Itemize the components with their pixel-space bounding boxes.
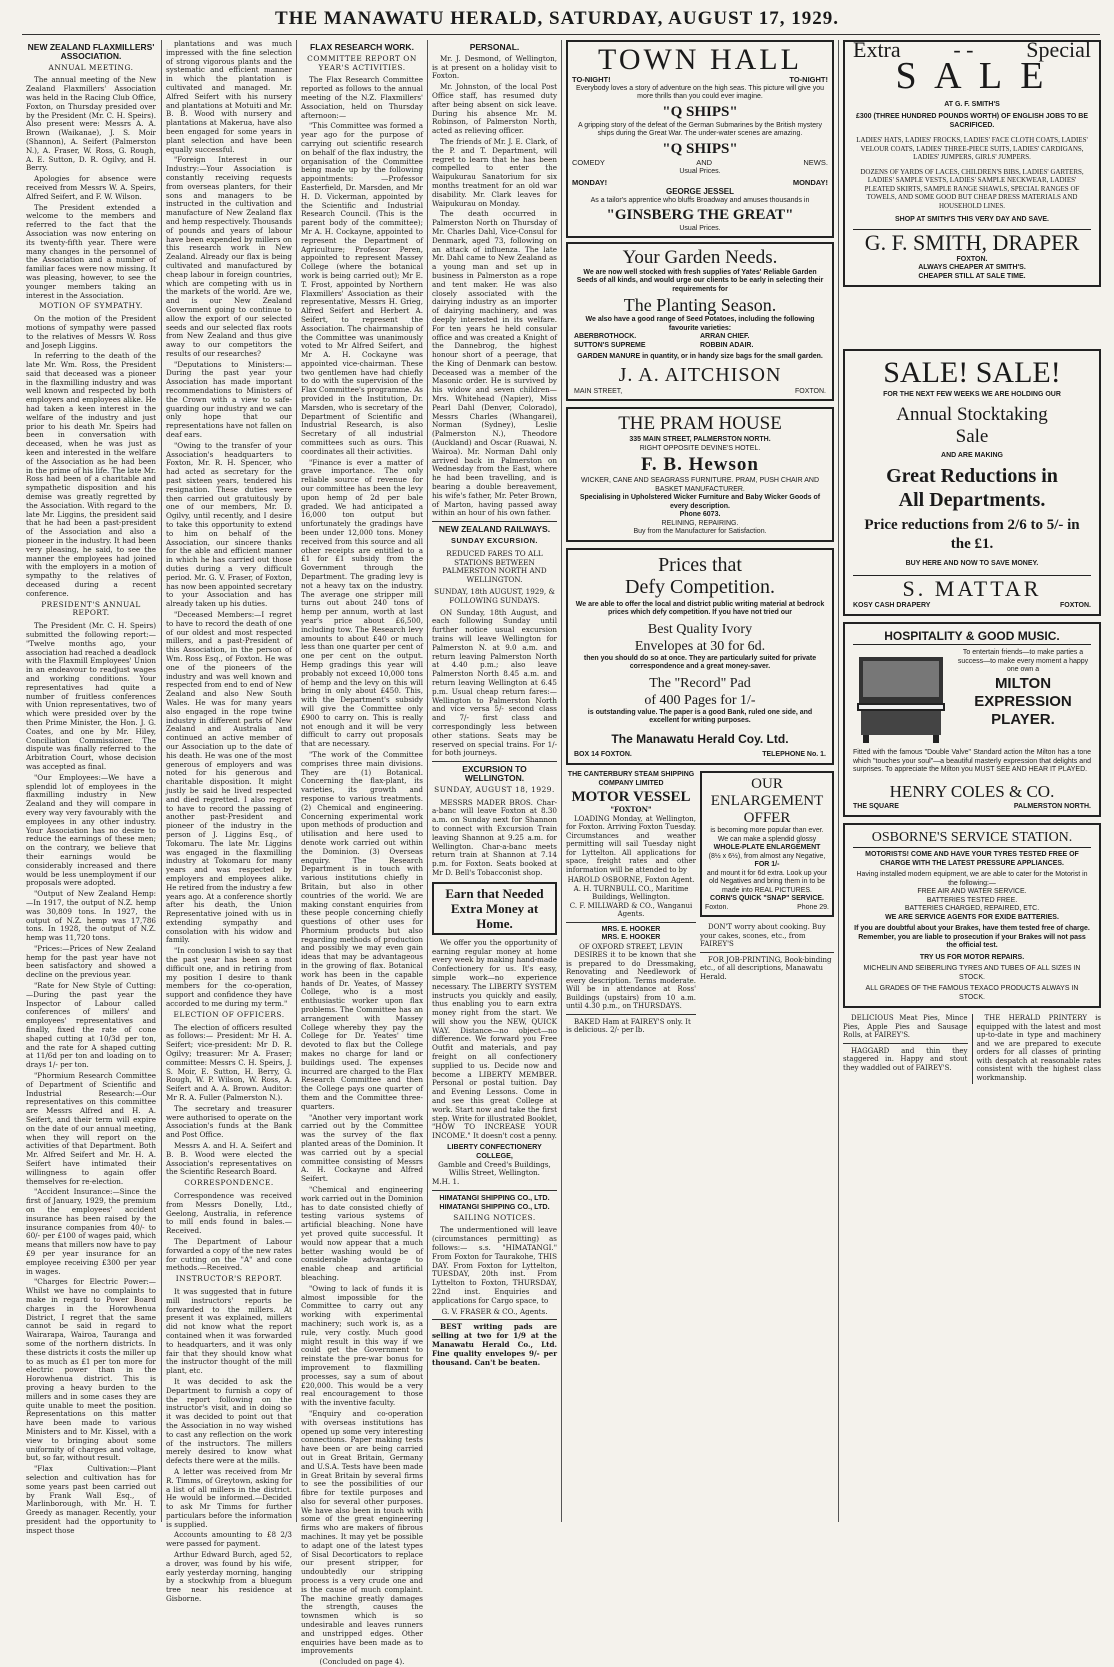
advertiser-name: F. B. Hewson — [641, 454, 759, 476]
film-title: "Q SHIPS" — [662, 103, 738, 120]
ad-headline: OFFER — [743, 810, 791, 827]
ad-text: Foxton. — [705, 903, 729, 911]
ad-text: GEORGE JESSEL — [665, 186, 735, 196]
ad-text: SHOP AT SMITH'S THIS VERY DAY AND SAVE. — [894, 216, 1049, 224]
ads-column-middle — [566, 40, 834, 1520]
ad-text: THE CANTERBURY STEAM SHIPPING COMPANY LIMITED — [567, 771, 695, 787]
ad-headline: Annual Stocktaking — [896, 403, 1048, 425]
pram-house-ad — [566, 407, 834, 542]
article-subtitle: COMMITTEE REPORT ON YEAR'S ACTIVITIES. — [307, 53, 417, 72]
ad-agent: G. V. FRASER & CO., Agents. — [441, 1306, 548, 1316]
ad-agent: HAROLD OSBORNE, Foxton Agent. — [567, 876, 695, 885]
paragraph: "Finance is ever a matter of grave importance. The only reliable source of revenue for our committee has been the levy upon hemp of 2d per bale graded. We had anticipated a 16,000 ton output but unfortunately the gradings have been under 12,000 tons. Money received from this source and all other receipts are entitled to a £1 for £1 subsidy from the Government through the Department. The grading levy is not a heavy tax on the industry. The average one stripper mill turns out about 240 tons of hemp per annum, worth at last year's price about £6,500, including tow. The Research levy amounts to about £40 or much less than one quarter per cent of one per cent on the output. Hemp gradings this year will probably not exceed 10,000 tons of hemp and the levy on this will bring in only about £450. This, with the Department's subsidy will give the Committee only £900 to carry on. This is really not enough and it will be very difficult to carry out proposals that are necessary. — [301, 457, 423, 749]
paragraph: "Foreign Interest in our Industry:—Your Association is constantly receiving requests from overseas planters, for their sons and managers to be instructed in the cultivation and manufacture of New Zealand flax and hemp respectively. Thousands of pounds and years of labour have been expended by millers on this research work in New Zealand. Already our flax is being cultivated and manufactured by cheap labour in foreign countries, which are competing with us in the markets of the world. Are we, and is our New Zealand Government going to continue to allow the export of our selected seeds and our selected flax roots from New Zealand and thus give away to our competitors the results of our researches? — [166, 155, 292, 358]
column-rule — [838, 40, 839, 1522]
vessel-name: "FOXTON" — [610, 805, 652, 815]
paragraph: "Prices:—Prices of New Zealand hemp for the past year have not been satisfactory and showed a decline on the previous year. — [26, 943, 156, 980]
column-rule — [296, 40, 297, 1522]
ad-text: MAIN STREET, — [574, 387, 623, 395]
ad-text: Specialising in Upholstered Wicker Furniture and Baby Wicker Goods of every description. — [579, 494, 821, 510]
ad-text: BOX 14 FOXTON. — [574, 750, 632, 758]
ad-body: LOADING Monday, at Wellington, for Foxton. Arriving Foxton Tuesday. Circumstances and weather permitting will sail Tuesday night for Lyttelton. All applications for space, freight rates and other information will be attended to by — [566, 814, 696, 874]
ad-text: is outstanding value. The paper is a good Bank, ruled one side, and excellent for writing purposes. — [587, 708, 813, 725]
ads-column-right — [843, 37, 1101, 1520]
film-title: "GINSBERG THE GREAT" — [606, 207, 794, 224]
ad-body: BAKED Ham at FAIREY'S only. It is delicious. 2/- per lb. — [566, 1017, 691, 1035]
mattar-sale-ad — [843, 349, 1101, 616]
ad-body: MESSRS MADER BROS. Char-a-banc will leave Foxton at 8.30 a.m. on Sunday next for Shannon to connect with Excursion Train leaving Shannon at 9.25 a.m. for Wellington. Char-a-banc meets return train at Shannon at 7.14 p.m. for Foxton. Seats booked at Mr D. Bell's Tobacconist shop. — [432, 797, 557, 877]
product-name: Best Quality Ivory — [647, 621, 753, 637]
paragraph: "This Committee was formed a year ago for the purpose of carrying out scientific research on behalf of the flax industry, the organisation of the Committee being made up by the following appointments: —Professor Easterfield, Dr. Marsden, and Mr H. D. Vickerman, appointed by the Scientific and Industrial Research Council. (This is the parent body of the committee); Mr A. H. Cockayne, appointed to represent the Department of Agriculture; Professor Peren, appointed to represent Massey College (where the botanical work is being carried out); Mr E. T. Frost, appointed by Northern Flaxmillers' Association as their representative, Messrs H. Grieg, Alfred Seifert and Herbert A. Seifert, to represent the Association. The chairmanship of the Committee was unanimously voted to Mr Alfred Seifert, and Mr A. H. Cockayne was appointed vice-chairman. These two gentlemen have had chiefly to do with the supervision of the Flax Committee's programme. As provided in the Institution, Dr. Marsden, who is secretary of the Department of Scientific and Industrial Research, is also Secretary of all industrial committees such as ours. This coordinates all their activities. — [301, 121, 423, 456]
advertiser-name: LIBERTY CONFECTIONERY COLLEGE, — [447, 1142, 542, 1160]
ad-text: 335 MAIN STREET, PALMERSTON NORTH. — [629, 436, 771, 444]
ad-text: RIGHT OPPOSITE DEVINE'S HOTEL. — [639, 444, 761, 452]
ad-text: FOXTON. — [1060, 601, 1091, 609]
advertiser-name: MRS. E. HOOKER — [601, 934, 661, 942]
ad-agent: C. F. MILLWARD & CO., Wanganui Agents. — [569, 901, 693, 919]
column-2 — [166, 39, 292, 1604]
ad-title: NEW ZEALAND RAILWAYS. — [438, 524, 551, 535]
ad-body: FOR JOB-PRINTING, Book-binding etc., of all descriptions, Manawatu Herald. — [700, 955, 832, 981]
ad-agent: A. H. TURNBULL CO., Maritime Buildings, Wellington. — [573, 884, 689, 902]
ad-text: Usual Prices. — [679, 167, 721, 175]
ad-text: A gripping story of the defeat of the German Submarines by the British mystery ships during the Great War. The under-water scenes are amazing. — [578, 121, 822, 138]
paragraph: A letter was received from Mr R. Timms, of Greytown, asking for a list of all millers in the district. He would be informed.—Decided to ask Mr Timms for further particulars before the information is supplied. — [166, 1466, 292, 1529]
ad-body: DESIRES it to be known that she is prepared to do Dressmaking, Renovating and Needlework of every description. Terms moderate. Will be in attendance at Ross' Buildings (upstairs) from 10 a.m. until 4.30 p.m., on THURSDAYS. — [566, 951, 696, 1011]
ad-text: FOXTON. — [956, 255, 988, 263]
osborne-service-ad — [843, 823, 1101, 1008]
ad-text: TO-NIGHT! — [789, 75, 828, 84]
column-rule — [561, 40, 562, 1522]
ad-title: HIMATANGI SHIPPING CO., LTD. — [439, 1193, 550, 1203]
ad-text: FOR THE NEXT FEW WEEKS WE ARE HOLDING OUR — [883, 391, 1061, 399]
film-title: "Q SHIPS" — [662, 140, 738, 157]
herald-stationery-ad — [566, 548, 834, 766]
paragraph: It was decided to ask the Department to furnish a copy of the report following on the instructor's visit, and in doing so it was decided to point out that the Association in no way wished to cast any reflection on the work of the instructors. The millers merely desired to know what defects there were at the mills. — [166, 1376, 292, 1466]
ad-text: We can make a splendid glossy — [717, 835, 817, 843]
ad-list-item: BATTERIES TESTED FREE. — [926, 896, 1018, 904]
ad-subtitle: SAILING NOTICES. — [453, 1212, 536, 1222]
advertiser-address: OF OXFORD STREET, LEVIN — [579, 942, 683, 951]
ad-text: GARDEN MANURE in quantity, or in handy size bags for the small garden. — [577, 353, 823, 361]
paragraph: "Accident Insurance:—Since the first of January, 1929, the premium on the employees' accident insurance has been raised by the insurance companies from 40/- to 60/- per £100 of wages paid, which means that millers now have to pay £9 per year insurance for an employee receiving £300 per year in wages. — [26, 1187, 156, 1276]
ad-text: FOR 1/- — [754, 861, 780, 869]
article-title: PERSONAL. — [469, 42, 520, 52]
paragraph: The President (Mr. C. H. Speirs) submitted the following report:— "Twelve months ago, your association had reached a deadlock with the Flaxmill Employees' Union in an endeavour to readjust wages and working conditions. Your representatives had quite a number of fruitless conferences with Union representatives, two of which were presided over by the then Prime Minister, the Hon. J. G. Coates, and one by Mr. Hiley, Conciliation Commissioner. The dispute was finally referred to the Arbitration Court, whose decision was accepted as final. — [26, 621, 156, 771]
ad-text: Price reductions from 2/6 to 5/- in the £1. — [864, 517, 1080, 553]
ad-body: DELICIOUS Meat Pies, Mince Pies, Apple Pies and Sausage Rolls, at FAIREY'S. — [843, 1014, 968, 1040]
paragraph: It was suggested that in future mill instructors' reports be forwarded to the millers. At present it was explained, millers did not know what the report contained when it was forwarded to headquarters, and it was only fair that they should know what the instructor thought of the mill plant, etc. — [166, 1286, 292, 1376]
ad-headline: MOTOR VESSEL — [571, 789, 691, 806]
section-heading: MOTION OF SYMPATHY. — [39, 301, 143, 311]
article-subtitle: ANNUAL MEETING. — [48, 62, 134, 72]
paragraph: Mr. Johnston, of the local Post Office staff, has resumed duty after being absent on sick leave. During his absence Mr. M. Robinson, of Palmerston North, acted as relieving officer. — [432, 82, 557, 136]
ad-text: LADIES' HATS, LADIES' FROCKS, LADIES' FACE CLOTH COATS, LADIES' VELOUR COATS, LADIES' THREE-PIECE SUITS, LADIES' CARDIGANS, LADIES' JUMPERS, GIRLS' JUMPERS. — [856, 136, 1088, 162]
ad-text: AT G. F. SMITH'S — [944, 100, 1000, 108]
paragraph: The annual meeting of the New Zealand Flaxmillers' Association was held in the Racing Club Office, Foxton, on Thursday presided over by the President (Mr. C. H. Speirs). Also present were: Messrs A. A. Brown (Waikanae), J. S. Moir (Shannon), A. Seifert (Palmerston N.), A. Fraser, W. Ross, G. Rough, A. E. Sutton, D. R. Ogilvy, and H. Berry. — [26, 75, 156, 173]
ad-text: ALL GRADES OF THE FAMOUS TEXACO PRODUCTS ALWAYS IN STOCK. — [865, 985, 1079, 1001]
ad-headline: Prices that — [658, 553, 742, 576]
ad-text: AND — [696, 157, 713, 167]
paragraph: Messrs A. and H. A. Seifert and B. B. Wood were elected the Association's representatives on the Scientific Research Board. — [166, 1141, 292, 1177]
ad-headline: Defy Competition. — [625, 575, 775, 598]
paragraph: "Rate for New Style of Cutting: —During the past year the Inspector of Labour called conferences of millers' and employees' representatives and finally, fixed the rate of cone shaped cutting at 10/3d per ton, and the rate for A shaped cutting at 11/6d per ton and loading on to drays 1/- per ton. — [26, 981, 156, 1070]
ad-text: WHOLE-PLATE ENLARGEMENT — [713, 844, 821, 852]
paragraph: "Flax Cultivation:—Plant selection and cultivation has for some years past been carried out by Frank Wall Esq., of Marlinborough, with Mr. H. T. Greedy as manager. Recently, your president had the opportunity to inspect those — [26, 1464, 156, 1535]
article-title: FLAX RESEARCH WORK. — [310, 42, 414, 52]
column-3 — [301, 40, 423, 1667]
ad-text: To entertain friends—to make parties a success—to make every moment a happy one own a — [957, 649, 1089, 674]
column-1 — [26, 40, 156, 1535]
section-heading: ELECTION OF OFFICERS. — [173, 1009, 285, 1019]
paragraph: "Our Employees:—We have a splendid lot of employees in the flaxmilling industry in New Zealand and they will compare in every way very favourably with the employees in any other industry. Your Association has no desire to reduce the earnings of these men; on the contrary, we believe that their earnings would be considerably increased and there would be less unemployment if our proposals were adopted. — [26, 772, 156, 888]
ad-text: and mount it for 6d extra. Look up your old Negatives and bring them in to be made into REAL PICTURES. — [706, 869, 828, 894]
paragraph: "In conclusion I wish to say that the past year has been a most difficult one, and in retiring from my position I desire to thank members for the co-operation, support and confidence they have accorded to me during my term." — [166, 946, 292, 1009]
product-name: MILTON — [994, 674, 1052, 692]
ad-headline: TOWN HALL — [598, 43, 802, 76]
ad-text: MONDAY! — [572, 178, 608, 188]
ad-title: HIMATANGI SHIPPING CO., LTD. — [439, 1201, 550, 1211]
ad-text: We also have a good range of Seed Potatoes, including the following favourite varieties: — [585, 316, 815, 332]
ad-text: BUY HERE AND NOW TO SAVE MONEY. — [905, 560, 1039, 568]
ad-text: FOXTON. — [795, 387, 826, 395]
ad-text: CORN'S QUICK "SNAP" SERVICE. — [710, 895, 824, 903]
section-heading: INSTRUCTOR'S REPORT. — [175, 1274, 283, 1284]
ad-text: KOSY CASH DRAPERY — [853, 601, 931, 609]
ad-text: THE SQUARE — [853, 802, 899, 810]
paragraph: Accounts amounting to £8 2/3 were passed for payment. — [166, 1530, 292, 1549]
ad-headline: Special — [1026, 37, 1091, 62]
ad-text: We are now well stocked with fresh supplies of Yates' Reliable Garden Seeds of all kinds, and would urge our clients to be early in selecting their requirements for — [576, 268, 824, 293]
ad-body: DON'T worry about cooking. Buy your cakes, scones, etc., from FAIREY'S — [700, 923, 826, 949]
paragraph: Apologies for absence were received from Messrs W. A. Speirs, Alfred Seifert, and F. W. Wilson. — [26, 174, 156, 201]
ad-text: AND ARE MAKING — [941, 451, 1003, 459]
ad-headline: OSBORNE'S SERVICE STATION. — [853, 829, 1091, 848]
ad-text: Phone 6073. — [679, 511, 721, 519]
ad-date: SUNDAY, AUGUST 18, 1929. — [434, 784, 555, 794]
continued-note: (Concluded on page 4). — [319, 1657, 405, 1667]
paragraph: Arthur Edward Burch, aged 52, a drover, was found by his wife, early yesterday morning, hanging by a stockwhip from a bluegum tree near his residence at Gisborne. — [166, 1550, 292, 1604]
ad-headline: The Planting Season. — [623, 295, 777, 316]
ad-headline: Earn that Needed Extra Money at Home. — [445, 885, 544, 931]
paragraph: On the motion of the President motions of sympathy were passed to the relatives of Messrs W. Ross and Joseph Liggins. — [26, 314, 156, 350]
paragraph: The election of officers resulted as follows:— President: Mr H. A. Seifert; vice-president: Mr D. R. Ogilvy; treasurer: Mr A. Fraser; committee: Messrs C. H. Speirs, J. S. Moir, E. Sutton, H. Berry, G. Rough, W. P. Wilson, W. Ross, A. Seifert and A. A. Brown. Auditor: Mr R. A. Fuller (Palmerston N.). — [166, 1022, 292, 1103]
ad-headline: ENLARGEMENT — [710, 793, 824, 810]
paragraph: "Chemical and engineering work carried out in the Dominion has to date consisted chiefly of testing various systems of artificial bleaching. None have yet proved quite successful. It would now appear that a much better washing would be of considerable advantage to enable cheap and artificial bleaching. — [301, 1185, 423, 1282]
product-name: PLAYER. — [991, 710, 1055, 728]
ad-headline: SALE! SALE! — [883, 356, 1061, 390]
paragraph: Mr. J. Desmond, of Wellington, is at present on a holiday visit to Foxton. — [432, 53, 557, 81]
ad-text: COMEDY — [572, 157, 605, 167]
column-rule — [161, 40, 162, 1522]
potato-variety: ABERBROTHOCK. — [574, 333, 637, 341]
ad-headline: S A L E — [895, 54, 1049, 97]
ad-headline: All Departments. — [898, 489, 1046, 512]
ad-text: TO-NIGHT! — [572, 75, 611, 84]
ad-text: Having installed modern equipment, we are able to cater for the Motorist in the following:— — [856, 871, 1088, 887]
ad-text: CHEAPER STILL AT SALE TIME. — [918, 272, 1026, 280]
paragraph: "The work of the Committee comprises three main divisions. They are (1) Botanical. Concerning the flax-plant, its varieties, its growth and response to various treatments. (2) Chemical and engineering. Concerning experimental work upon methods of production and utilisation and here used to denote work carried out within the Dominion. (3) Overseas enquiry. The Research Department is in touch with various institutions chiefly in Britain, but also in other countries of the world. We are making constant enquiries from these people concerning chiefly questions of other uses for Phormium products but also regarding methods of production and possibly we may even gain ideas that may be advantageous in the growing of flax. Botanical work has been in the capable hands of Dr. Yeates, of Massey College, who is a most enthusiastic worker upon flax problems. The Committee has an arrangement with Massey College whereby they pay the College for Dr. Yeates' time devoted to flax but the College makes no charge for land or buildings used. The expenses incurred are charged to the Flax Research Committee and then the College pays one quarter of them and the Committee three-quarters. — [301, 749, 423, 1111]
ad-body: HAGGARD and thin they staggered in. Happy and stout they waddled out of FAIREY'S. — [843, 1046, 968, 1072]
product-name: Envelopes at 30 for 6d. — [634, 638, 766, 654]
ad-subtitle: SUNDAY EXCURSION. — [451, 536, 538, 546]
paragraph: "Deputations to Ministers:—During the past year your Association has made important recommendations to Ministers of the Crown with a view to safe-guarding our industry and we can only hope that our representations have not fallen on deaf ears. — [166, 359, 292, 440]
paragraph: "Deceased Members:—I regret to have to record the death of one of our oldest and most respected millers, and a past-President of this Association, in the person of Wm. Ross Esq., of Foxton. He was one of the pioneers of the industry and was well known and respected from end to end of New Zealand and also New South Wales. He was for many years also engaged in the rope twine industry in different parts of New Zealand and Australia and continued an active member of our Association up to the date of his death. He was one of the most generous of employers and was noted for his generous and charitable disposition. It might justly be said he lived respected and died regretted. I also regret to have to record the passing of another past-President and pioneer of the industry in the person of J. Liggins Esq., of Tokomaru. The late Mr. Liggins was engaged in the flaxmilling industry at Tokomaru for many years and was respected by employers and employees alike. He retired from the industry a few years ago. At a conference shortly after his death, the Union Representative joined with us in extending sympathy and consolation with his widow and family. — [166, 610, 292, 945]
article-title: NEW ZEALAND FLAXMILLERS' ASSOCIATION. — [27, 42, 155, 61]
paragraph: "Another very important work carried out by the Committee was the survey of the flax planted areas of the Dominion. It was carried out by a special committee consisting of Messrs A. H. Cockayne and Alfred Seifert. — [301, 1112, 423, 1184]
column-rule — [427, 40, 428, 1522]
ad-text: Buy from the Manufacturer for Satisfaction. — [633, 528, 767, 536]
ad-text: Phone 29. — [797, 903, 829, 911]
ad-text: MICHELIN AND SEIBERLING TYRES AND TUBES OF ALL SIZES IN STOCK. — [863, 965, 1081, 981]
paragraph: "Output of New Zealand Hemp: —In 1917, the output of N.Z. hemp was 30,809 tons. In 1927, the output of N.Z. hemp was 17,786 tons. In 1928, the output of N.Z. hemp was 11,720 tons. — [26, 889, 156, 943]
paragraph: plantations and was much impressed with the fine selection of strong vigorous plants and the systematic and efficient manner in which the plantation is cultivated and managed. Mr. Alfred Seifert with his nursery and plantations at Motuiti and Mr. B. B. Wood with nursery and plantations at Makerua, have also been engaged for some years in plant selection and have been equally successful. — [166, 39, 292, 154]
paragraph: "Owing to the transfer of your Association's headquarters to Foxton, Mr. R. H. Spencer, who had acted as secretary for the past sixteen years, tendered his resignation. These duties were then carried out gratuitously by one of our members, Mr. D. Ogilvy, until recently, and I desire to take this opportunity to extend to him on behalf of the Association, our sincere thanks for the able and efficient manner in which he has carried out those duties during a very difficult period. Mr. G. V. Fraser, of Foxton, has now been appointed secretary to your Association and has already taken up his duties. — [166, 440, 292, 609]
ad-text: then you should do so at once. They are particularly suited for private correspondence and a great money-saver. — [583, 654, 817, 671]
product-name: of 400 Pages for 1/- — [644, 692, 756, 708]
smith-sale-ad — [843, 37, 1101, 287]
potato-variety: SUTTON'S SUPREME — [574, 341, 646, 349]
ad-headline: OUR — [751, 776, 783, 793]
ad-headline: Your Garden Needs. — [622, 246, 778, 268]
ad-text: Usual Prices. — [679, 225, 721, 233]
potato-variety: ARRAN CHIEF. — [700, 333, 750, 341]
masthead-rule — [22, 34, 1100, 35]
paragraph: In referring to the death of the late Mr. Wm. Ross, the President said that deceased was a pioneer in the flaxmilling industry and was well known and respected by both employers and employees alike. He had taken a keen interest in the welfare of the industry and just prior to his death Mr. Speirs had been in conversation with deceased, when he was just as keen and interested in the welfare of the Association as he had been in the prime of his life. The late Mr. Ross had been of a charitable and sympathetic disposition and his demise was greatly regretted by the Association. With regard to the late Mr. Liggins, the president said that he had been a past-president of the Association and also a pioneer in the industry. It had been very pleasing, he said, to see the manner the employees had joined with the employers in a motion of sympathy to the relatives of deceased during a recent conference. — [26, 351, 156, 598]
ad-headline: Sale — [955, 425, 989, 447]
section-heading: CORRESPONDENCE. — [184, 1178, 274, 1188]
ad-body: THE HERALD PRINTERY is equipped with the latest and most up-to-date in type and machinery and we are prepared to execute orders for all classes of printing with despatch at reasonable rates consistent with the highest class workmanship. — [976, 1014, 1101, 1082]
ad-text: REDUCED FARES TO ALL STATIONS BETWEEN PALMERSTON NORTH AND WELLINGTON. — [442, 548, 547, 585]
advertiser-ref: M.H. 1. — [432, 1177, 460, 1187]
paragraph: The friends of Mr. J. E. Clark, of the P. and T. Department, will regret to learn that he has been compelled to enter the Waipukurau Sanatorium for six months treatment for an old war disability. Mr. Clark leaves for Waipukurau on Monday. — [432, 136, 557, 208]
ad-body: BEST writing pads are selling at two for 1/9 at the Manawatu Herald Co., Ltd. Fine quality envelopes 9/- per thousand. Can't be beaten. — [432, 1322, 557, 1367]
ad-text: RELINING, REPAIRING. — [661, 519, 739, 527]
ad-text: (8½ x 6½), from almost any Negative, — [708, 852, 826, 860]
ad-list-item: BATTERIES CHARGED, REPAIRED, ETC. — [904, 905, 1040, 913]
paragraph: "Phormium Research Committee of Department of Scientific and Industrial Research:—Our representatives on this committee are Messrs Alfred and H. A. Seifert, and their term will expire on the date of our annual meeting, when they will report on the activities of that Department. Both Mr. Alfred Seifert and Mr. H. A. Seifert have intimated their willingness to again offer themselves for re-election. — [26, 1071, 156, 1186]
paragraph: The secretary and treasurer were authorised to operate on the Association's funds at the Bank and Post Office. — [166, 1103, 292, 1140]
paragraph: The death occurred in Palmerston North on Thursday of Mr. Charles Dahl, Vice-Consul for Denmark, aged 73, following on an attack of influenza. The late Mr. Dahl came to New Zealand as a young man and set up in business in Palmerston as a rope and tent maker. He was also closely associated with the dairying industry as an importer of dairying machinery, and was deeply interested in its welfare. For ten years he held consular office and was created a Knight of the Dannebrog, the highest honour short of a peerage, that the King of Denmark can bestow. Deceased was a member of the Masonic order. He is survived by his widow and seven children—Mrs. Whitehead (Napier), Miss Pearl Dahl (Denver, Colorado), Messrs Charles (Whangarei), Norman (Sydney), Leslie (Palmerston N.), Theodore (Auckland) and Oscar (Ruawai, N. Wairoa). Mr. Norman Dahl only arrived back in Palmerston on Wednesday from the East, where he had been travelling, and is bearing a double bereavement, his wife's father, Mr. Peter Brown, of Marton, having passed away within an hour of his own father. — [432, 209, 557, 518]
ad-body: ON Sunday, 18th August, and each following Sunday until further notice usual excursion trains will leave Wellington for Palmerston N. at 9.0 a.m. and return leaving Palmerston North at 4.40 p.m.; also leave Palmerston North 8.45 a.m. and return leaving Wellington at 6.45 p.m. Usual cheap return fares:—Wellington to Palmerston North and vice versa 5/- second class and 7/- first class and correspondingly less between other stations. Seats may be reserved on special trains. For 1/- for both journeys. — [432, 607, 557, 758]
paragraph: The Flax Research Committee reported as follows to the annual meeting of the N.Z. Flaxmillers' Association, held on Thursday afternoon:— — [301, 75, 423, 120]
section-heading: PRESIDENT'S ANNUAL REPORT. — [41, 599, 141, 618]
paragraph: "Owing to lack of funds it is almost impossible for the Committee to carry out any working with experimental machinery; such work is, as a rule, very costly. Much good might result in this way if we could get the Government to reinstate the pre-war bonus for improvement to flaxmilling processes, say a sum of about £20,000. This would be a very real encouragement to those with the inventive faculty. — [301, 1283, 423, 1408]
advertiser-name: HENRY COLES & CO. — [889, 781, 1055, 801]
advertiser-address: Gamble and Creed's Buildings, Willis Street, Wellington. — [438, 1159, 551, 1178]
ad-body: The undermentioned will leave (circumstances permitting) as follows:— s.s. "HIMATANGI." From Foxton for Taurakohe, THIS DAY. From Foxton for Lyttelton, TUESDAY, 20th inst. From Lyttelton to Foxton, THURSDAY, 22nd inst. Enquiries and applications for Cargo space, to — [432, 1225, 557, 1305]
ad-text: We are able to offer the local and district public writing material at bedrock prices which defy competition. If you have not tried our — [575, 600, 825, 617]
ad-headline: THE PRAM HOUSE — [618, 413, 782, 435]
masthead: THE MANAWATU HERALD, SATURDAY, AUGUST 17, 1929. — [275, 8, 839, 29]
ad-text: TRY US FOR MOTOR REPAIRS. — [919, 953, 1025, 961]
ad-list-item: FREE AIR AND WATER SERVICE. — [917, 888, 1027, 896]
ad-text: MONDAY! — [792, 178, 828, 188]
henry-coles-ad — [843, 622, 1101, 817]
ad-headline: HOSPITALITY & GOOD MUSIC. — [853, 628, 1091, 645]
product-name: EXPRESSION — [974, 692, 1072, 710]
garden-ad — [566, 242, 834, 402]
ad-text: NEWS. — [803, 157, 828, 167]
advertiser-name: MRS. E. HOOKER — [601, 925, 661, 933]
ad-text: ALWAYS CHEAPER AT SMITH'S. — [918, 264, 1026, 272]
ad-text: As a tailor's apprentice who bluffs Broadway and amuses thousands in — [590, 196, 810, 204]
ad-headline: Extra — [853, 37, 901, 62]
advertiser-name: The Manawatu Herald Coy. Ltd. — [611, 731, 789, 746]
ad-text: WICKER, CANE AND SEAGRASS FURNITURE. PRAM, PUSH CHAIR AND BASKET MANUFACTURER. — [580, 477, 820, 493]
advertiser-name: G. F. SMITH, DRAPER — [853, 229, 1091, 256]
ad-text: If you are doubtful about your Brakes, have them tested free of charge. Remember, you are liable to prosecution if your Brakes will not pass the official test. — [854, 925, 1090, 950]
ad-date: SUNDAY, 18th AUGUST, 1929, & FOLLOWING SUNDAYS. — [434, 587, 555, 605]
ad-text: MOTORISTS! COME AND HAVE YOUR TYRES TESTED FREE OF CHARGE WITH THE LATEST PRESSURE APPLIANCES. — [865, 851, 1079, 867]
ad-text: Everybody loves a story of adventure on the high seas. This picture will give you more thrills than you could ever imagine. — [575, 84, 825, 101]
piano-icon — [853, 649, 949, 745]
potato-variety: ROBBIN ADAIR. — [700, 341, 754, 349]
ad-headline: Great Reductions in — [886, 465, 1058, 488]
paragraph: The President extended a welcome to the members and referred to the fact that the Association was now entering on its twenty-fifth year. There were many changes in the personnel of the Association and a number of familiar faces were now missing. It was pleasing, however, to see the younger members taking an interest in the Association. — [26, 202, 156, 300]
ad-headline: - - — [953, 37, 974, 62]
ad-text: PALMERSTON NORTH. — [1013, 802, 1091, 810]
ad-text: £300 (THREE HUNDRED POUNDS WORTH) OF ENGLISH JOBS TO BE SACRIFICED. — [855, 113, 1089, 129]
ad-text: TELEPHONE No. 1. — [762, 750, 826, 758]
ad-text: Fitted with the famous "Double Valve" Standard action the Milton has a tone which "touches your soul"—a beautiful masterly expression that delights and surprises. To appreciate the Milton you MUST SEE AND HEAR IT PLAYED. — [853, 749, 1091, 774]
advertiser-name: J. A. AITCHISON — [618, 363, 782, 386]
ad-text: DOZENS OF YARDS OF LACES, CHILDREN'S BIBS, LADIES' GARTERS, LADIES' SAMPLE VESTS, LADIES' SAMPLE NECKWEAR, LADIES' PLEATED SKIRTS, SAMPLE RANGE SHAWLS, SPECIAL RANGES OF TOWELS, AND SOME GOOD BUT CHEAP DRESS MATERIALS AND HOUSEHOLD LINES. — [860, 167, 1084, 210]
paragraph: "Enquiry and co-operation with overseas institutions has opened up some very interesting connections. Paper making tests have been or are being carried out in Great Britain, Germany and U.S.A. Tests have been made in Great Britain by several firms to see the possibilities of our fibre for textile purposes and also for several other purposes. We have also been in touch with some of the great engineering firms who are makers of fibrous machines. It may yet be possible to adapt one of the latest types of Sisal Decorticators to replace our present stripper, for undoubtedly our stripping process is a very crude one and is the cause of much complaint. The machine greatly damages the strength, causes the townsmen which is so undesirable and leaves runners and unstripped edges. Other enquiries have been made as to improvements — [301, 1408, 423, 1656]
ad-title: EXCURSION TO WELLINGTON. — [462, 764, 527, 783]
product-name: The "Record" Pad — [649, 675, 751, 691]
ad-list-item: WE ARE SERVICE AGENTS FOR EXIDE BATTERIES. — [885, 913, 1059, 921]
town-hall-ad — [566, 40, 834, 238]
paragraph: The Department of Labour forwarded a copy of the new rates for cutting on the "A" and cone methods.—Received. — [166, 1236, 292, 1273]
paragraph: Correspondence was received from Messrs Donelly, Ltd., Geelong, Australia, in reference to mill ends found in bales.—Received. — [166, 1191, 292, 1236]
advertiser-name: S. MATTAR — [853, 575, 1091, 602]
ad-text: is becoming more popular than ever. — [710, 827, 824, 835]
ad-body: We offer you the opportunity of earning regular money at home every week by making hand-made Confectionery for us. It's easy, simple work—no experience necessary. The LIBERTY SYSTEM instructs you quickly and easily, thus enabling you to earn extra money right from the start. We will show you the NEW, QUICK WAY. Distance—no object—no difference. We forward you Free Outfit and materials, and pay freight on all confectionery supplied to us. Decide now and become a LIBERTY MEMBER. Personal or postal tuition. Day and Evening Lessons. Come in and see this great College at work. Start now and take the first step. Write for illustrated Booklet, "HOW TO INCREASE YOUR INCOME." It doesn't cost a penny. — [432, 937, 557, 1141]
paragraph: "Charges for Electric Power:— Whilst we have no complaints to make in regard to Power Board charges in the Horowhenua District, I regret that the same cannot be said in regard to Wairarapa, Wairoa, Tauranga and some of the northern districts. In these districts it costs the miller up to as much as £1 per ton more for electric power than in the Horowhenua district. This is proving a heavy burden to the millers and in some cases they are quite unable to meet the position. Representations on this matter have been made to various Ministers and to Mr. Kissel, with a view to bringing about some uniformity of charges and voltage, but, so far, without result. — [26, 1277, 156, 1463]
column-4 — [432, 40, 557, 1520]
